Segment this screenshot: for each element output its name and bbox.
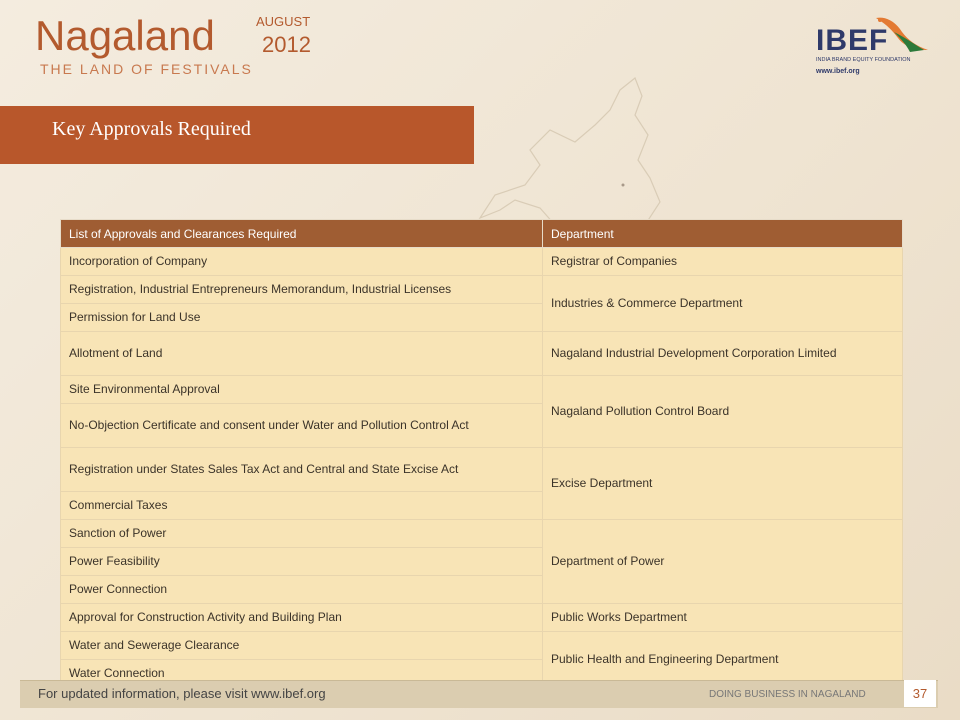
ibef-url[interactable]: www.ibef.org	[816, 68, 860, 75]
approval-cell: Power Connection	[61, 576, 543, 604]
footer-link-text[interactable]: For updated information, please visit www.ibef.org	[38, 686, 326, 701]
table-row	[61, 276, 903, 304]
department-cell: Public Health and Engineering Department	[543, 632, 903, 688]
column-header-approvals: List of Approvals and Clearances Required	[61, 220, 543, 248]
table-row	[61, 632, 903, 660]
date-month: AUGUST	[256, 14, 311, 29]
department-cell: Registrar of Companies	[543, 248, 903, 276]
department-cell: Industries & Commerce Department	[543, 276, 903, 332]
section-title: Key Approvals Required	[52, 118, 251, 140]
table-header-row	[61, 220, 903, 248]
ibef-logo-text: IBEF	[816, 24, 889, 57]
approval-cell: No-Objection Certificate and consent under Water and Pollution Control Act	[61, 404, 543, 448]
table-row	[61, 332, 903, 376]
ibef-tagline: INDIA BRAND EQUITY FOUNDATION	[816, 57, 911, 63]
approval-cell: Commercial Taxes	[61, 492, 543, 520]
approval-cell: Permission for Land Use	[61, 304, 543, 332]
table-row	[61, 520, 903, 548]
approval-cell: Sanction of Power	[61, 520, 543, 548]
department-cell: Department of Power	[543, 520, 903, 604]
date-year: 2012	[262, 32, 311, 57]
department-cell: Nagaland Industrial Development Corporation Limited	[543, 332, 903, 376]
approval-cell: Power Feasibility	[61, 548, 543, 576]
table-row	[61, 376, 903, 404]
approval-cell: Registration, Industrial Entrepreneurs Memorandum, Industrial Licenses	[61, 276, 543, 304]
approvals-table	[60, 219, 903, 688]
department-cell: Public Works Department	[543, 604, 903, 632]
approval-cell: Approval for Construction Activity and Building Plan	[61, 604, 543, 632]
column-header-department: Department	[543, 220, 903, 248]
approval-cell: Registration under States Sales Tax Act and Central and State Excise Act	[61, 448, 543, 492]
department-cell: Excise Department	[543, 448, 903, 520]
approval-cell: Incorporation of Company	[61, 248, 543, 276]
table-row	[61, 604, 903, 632]
page-title: Nagaland	[35, 12, 215, 59]
department-cell: Nagaland Pollution Control Board	[543, 376, 903, 448]
map-outline-graphic	[470, 60, 730, 240]
approval-cell: Water and Sewerage Clearance	[61, 632, 543, 660]
page-subtitle: THE LAND OF FESTIVALS	[40, 61, 253, 77]
approval-cell: Water Connection	[61, 660, 543, 688]
table-row	[61, 448, 903, 492]
footer-section-label: DOING BUSINESS IN NAGALAND	[709, 689, 866, 700]
table-row	[61, 248, 903, 276]
page-number: 37	[904, 680, 936, 707]
approval-cell: Site Environmental Approval	[61, 376, 543, 404]
approval-cell: Allotment of Land	[61, 332, 543, 376]
